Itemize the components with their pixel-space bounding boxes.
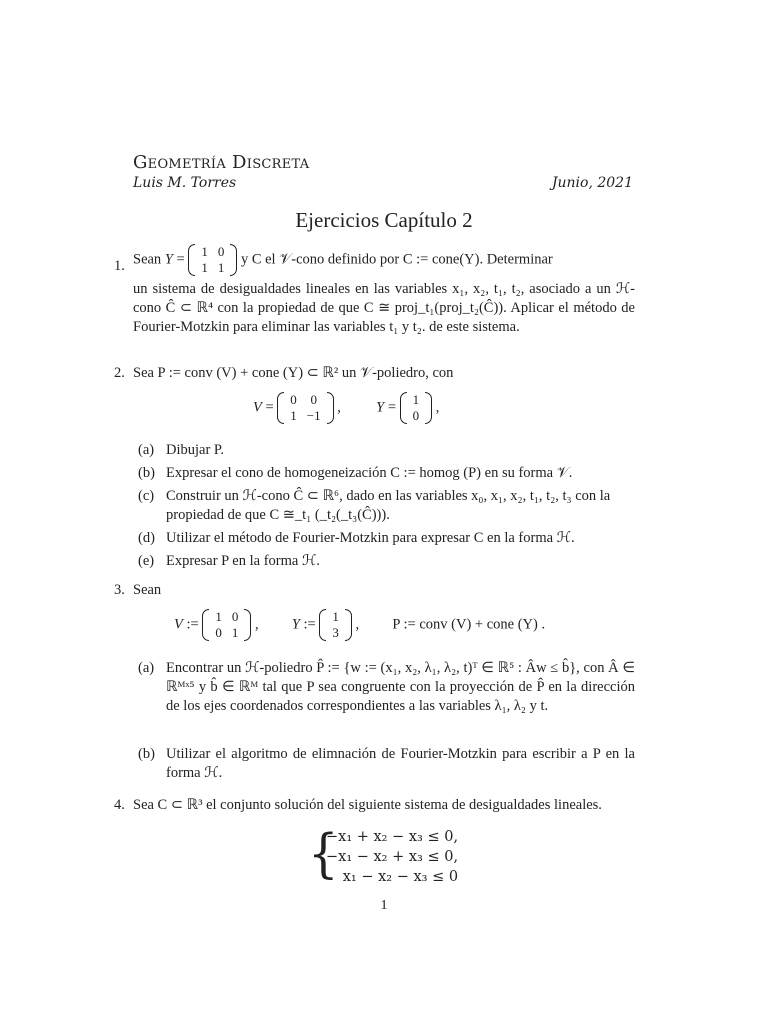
exercise-2-intro: Sea P := conv (V) + cone (Y) ⊂ ℝ² un 𝒱-poliedro, con <box>133 365 454 381</box>
author-name: Luis M. Torres <box>133 175 237 191</box>
exercise-2-part-a: (a) Dibujar P. <box>138 442 224 458</box>
exercise-3-intro: Sean <box>133 582 162 598</box>
matrix-y: 1 3 <box>319 609 352 641</box>
polyhedron-definition: P := conv (V) + cone (Y) . <box>392 616 546 633</box>
exercise-1-mid: y C el 𝒱-cono definido por C := cone(Y). Determinar <box>240 251 553 268</box>
document-date: Junio, 2021 <box>551 175 633 191</box>
page-title: Ejercicios Capítulo 2 <box>295 208 473 232</box>
left-brace: { <box>308 822 339 885</box>
exercise-1-body: un sistema de desigualdades lineales en las variables x₁, x₂, t₁, t₂, asociado a un ℋ-cono Ĉ ⊂ ℝ⁴ con la propiedad de que C ≅ proj_t₁(proj_t₂(Ĉ)). Aplicar el método de Fourier-Motzkin para eliminar las variables t₁ y t₂. de este sistema. <box>133 281 635 335</box>
exercise-2-part-d: (d) Utilizar el método de Fourier-Motzkin para expresar C en la forma ℋ. <box>138 530 575 546</box>
inequality-row: −x₁ + x₂ − x₃ ≤ 0, <box>326 829 459 845</box>
exercise-2-part-b: (b) Expresar el cono de homogeneización C := homog (P) en su forma 𝒱. <box>138 465 573 481</box>
exercise-3-part-a: (a) Encontrar un ℋ-poliedro P̂ := {w := (x₁, x₂, λ₁, λ₂, t)ᵀ ∈ ℝ⁵ : Âw ≤ b̂}, con Â ∈ ℝᴹˣ⁵ y b̂ ∈ ℝᴹ tal que P sea congruente con la proyección de P̂ en la dirección de los ejes coordenados correspondientes a las variables λ₁, λ₂ y t. <box>138 660 635 714</box>
exercise-number: 3. <box>114 582 125 598</box>
exercise-4-intro: Sea C ⊂ ℝ³ el conjunto solución del siguiente sistema de desigualdades lineales. <box>133 797 602 813</box>
course-title: Geometría Discreta <box>133 152 310 173</box>
exercise-2-matrices: V = 0 0 1 −1 , Y = 1 0 , <box>253 392 440 423</box>
exercise-1-intro: Sean <box>133 251 162 268</box>
exercise-number: 4. <box>114 797 125 813</box>
exercise-number: 2. <box>114 365 125 381</box>
exercise-2-part-e: (e) Expresar P en la forma ℋ. <box>138 553 320 569</box>
exercise-3-matrices: V := 1 0 0 1 , Y := 1 3 , P := conv (V) + cone (Y) . <box>174 609 546 640</box>
exercise-number: 1. <box>114 258 125 274</box>
exercise-2-part-c: (c) Construir un ℋ-cono Ĉ ⊂ ℝ⁶, dado en las variables x₀, x₁, x₂, t₁, t₂, t₃ con la propiedad de que C ≅_t₁ (_t₂(_t₃(Ĉ))). <box>138 488 611 523</box>
matrix-y: 1 0 <box>400 392 433 424</box>
matrix-v: 1 0 0 1 <box>202 609 251 641</box>
exercise-1: Sean Y = 1 0 1 1 y C el 𝒱-cono definido por C := cone(Y). Determinar <box>133 244 553 275</box>
inequality-system <box>308 822 460 892</box>
inequality-row: −x₁ − x₂ + x₃ ≤ 0, <box>326 849 459 865</box>
page-number: 1 <box>380 898 388 913</box>
exercise-3-part-b: (b) Utilizar el algoritmo de elimnación de Fourier-Motzkin para escribir a P en la forma ℋ. <box>138 746 635 781</box>
inequality-row: x₁ − x₂ − x₃ ≤ 0 <box>342 869 459 885</box>
matrix-y: 1 0 1 1 <box>188 244 237 276</box>
matrix-v: 0 0 1 −1 <box>277 392 333 424</box>
